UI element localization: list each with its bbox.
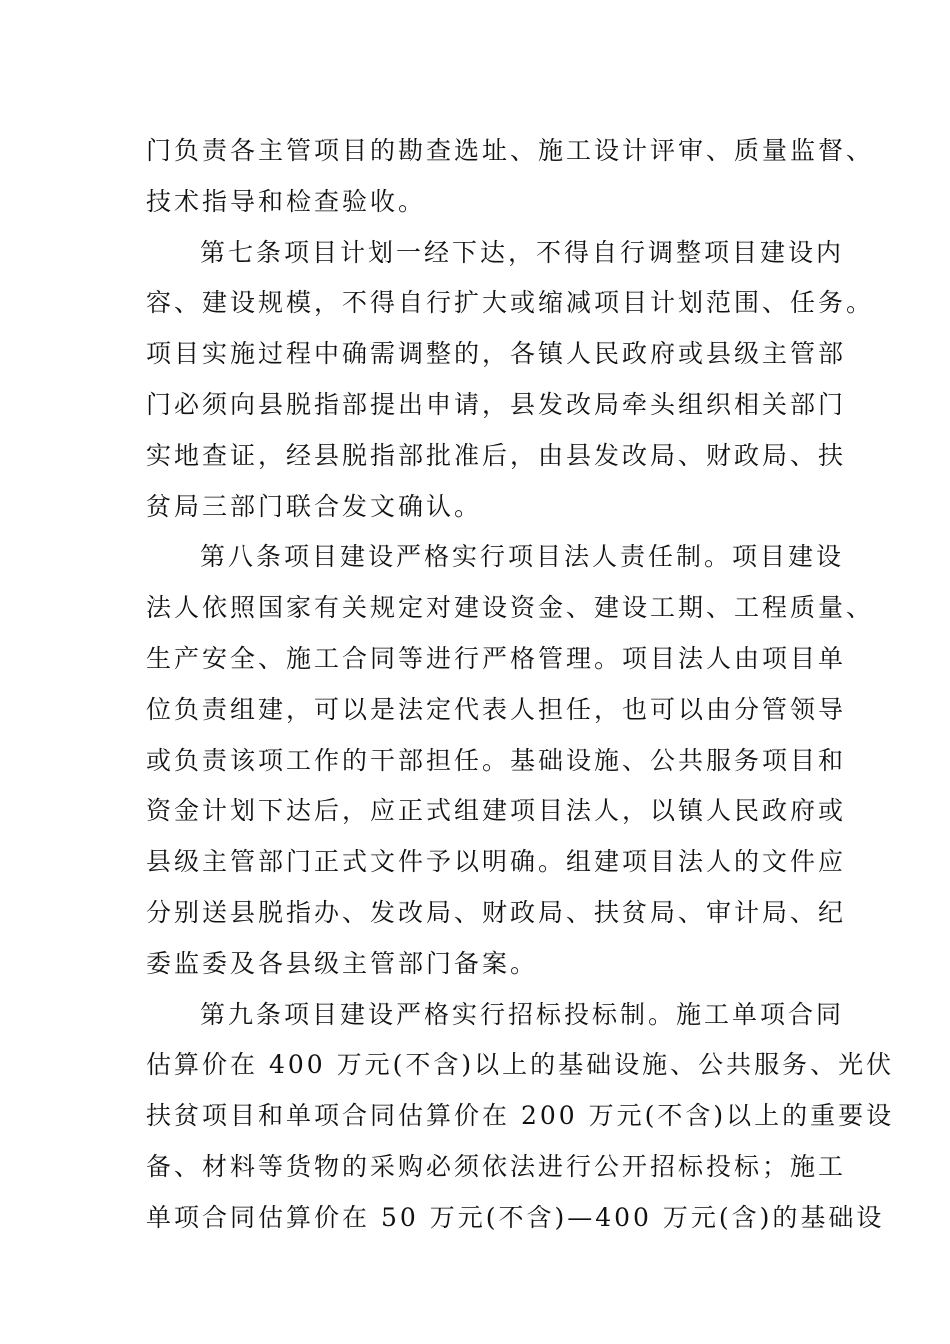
document-line: 估算价在 400 万元(不含)以上的基础设施、公共服务、光伏	[146, 1050, 895, 1080]
document-line: 第九条项目建设严格实行招标投标制。施工单项合同	[200, 999, 845, 1029]
document-line: 单项合同估算价在 50 万元(不含)—400 万元(含)的基础设	[146, 1202, 885, 1232]
document-line: 或负责该项工作的干部担任。基础设施、公共服务项目和	[146, 745, 847, 775]
document-line: 委监委及各县级主管部门备案。	[146, 948, 539, 978]
document-line: 第七条项目计划一经下达，不得自行调整项目建设内	[200, 237, 845, 267]
document-line: 资金计划下达后，应正式组建项目法人，以镇人民政府或	[146, 796, 847, 826]
document-line: 法人依照国家有关规定对建设资金、建设工期、工程质量、	[146, 593, 875, 623]
document-line: 县级主管部门正式文件予以明确。组建项目法人的文件应	[146, 847, 847, 877]
document-line: 第八条项目建设严格实行项目法人责任制。项目建设	[200, 542, 845, 572]
document-line: 备、材料等货物的采购必须依法进行公开招标投标；施工	[146, 1151, 847, 1181]
document-line: 项目实施过程中确需调整的，各镇人民政府或县级主管部	[146, 339, 847, 369]
document-line: 分别送县脱指办、发改局、财政局、扶贫局、审计局、纪	[146, 897, 847, 927]
document-line: 实地查证，经县脱指部批准后，由县发改局、财政局、扶	[146, 440, 847, 470]
document-line: 技术指导和检查验收。	[146, 186, 427, 216]
document-body	[146, 126, 895, 1244]
document-line: 贫局三部门联合发文确认。	[146, 491, 483, 521]
document-line: 位负责组建，可以是法定代表人担任，也可以由分管领导	[146, 694, 847, 724]
document-line: 扶贫项目和单项合同估算价在 200 万元(不含)以上的重要设	[146, 1101, 895, 1131]
document-line: 门负责各主管项目的勘查选址、施工设计评审、质量监督、	[146, 136, 875, 165]
document-line: 容、建设规模，不得自行扩大或缩减项目计划范围、任务。	[146, 288, 875, 318]
document-line: 生产安全、施工合同等进行严格管理。项目法人由项目单	[146, 643, 847, 673]
document-line: 门必须向县脱指部提出申请，县发改局牵头组织相关部门	[146, 389, 847, 419]
